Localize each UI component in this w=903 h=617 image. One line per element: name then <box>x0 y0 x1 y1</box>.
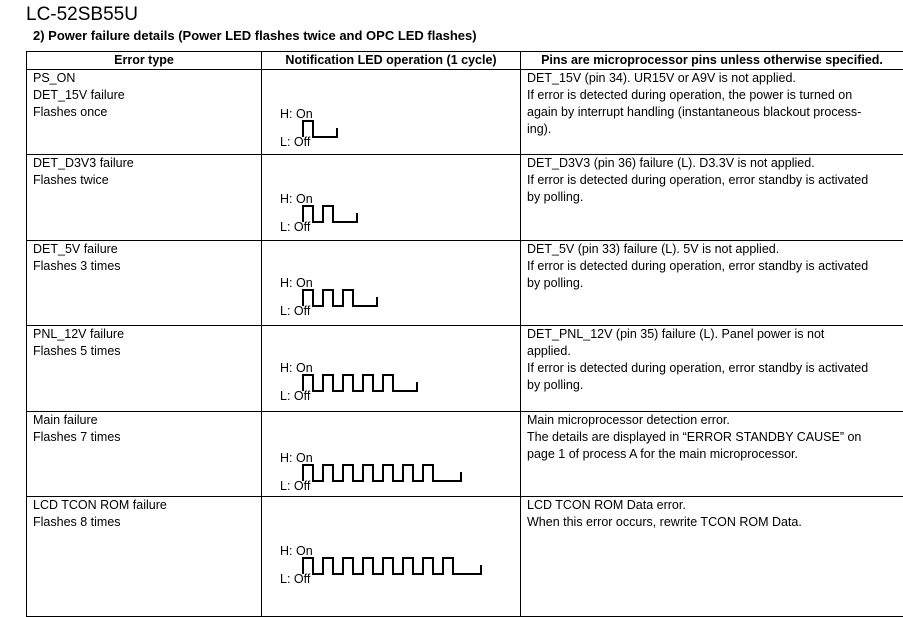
led-operation-cell <box>262 241 521 326</box>
details-line: When this error occurs, rewrite TCON ROM Data. <box>527 514 903 531</box>
error-type-line: PS_ON <box>33 70 261 87</box>
error-type-line: DET_D3V3 failure <box>33 155 261 172</box>
error-type-line: PNL_12V failure <box>33 326 261 343</box>
details-line: DET_5V (pin 33) failure (L). 5V is not applied. <box>527 241 903 258</box>
error-type-line: DET_5V failure <box>33 241 261 258</box>
error-type-line: Flashes 8 times <box>33 514 261 531</box>
led-low-label: L: Off <box>280 573 310 586</box>
error-type-line: LCD TCON ROM failure <box>33 497 261 514</box>
details-cell <box>521 70 903 155</box>
details-line: If error is detected during operation, error standby is activated <box>527 172 903 189</box>
table-row <box>27 497 903 617</box>
led-operation-cell <box>262 497 521 617</box>
led-pulse-train <box>303 121 337 137</box>
details-cell <box>521 412 903 497</box>
led-operation-cell <box>262 412 521 497</box>
led-pulse-train <box>303 290 377 306</box>
details-line: If error is detected during operation, the power is turned on <box>527 87 903 104</box>
led-low-label: L: Off <box>280 136 310 149</box>
details-cell <box>521 155 903 241</box>
led-pulse-train <box>303 375 417 391</box>
led-high-label: H: On <box>280 108 313 121</box>
led-waveform <box>302 374 430 394</box>
error-type-cell <box>27 70 262 155</box>
led-waveform <box>302 557 494 577</box>
details-line: by polling. <box>527 189 903 206</box>
error-type-line: Flashes 3 times <box>33 258 261 275</box>
header-error-type: Error type <box>27 52 262 70</box>
details-cell <box>521 326 903 412</box>
led-low-label: L: Off <box>280 480 310 493</box>
led-high-label: H: On <box>280 362 313 375</box>
details-line: Main microprocessor detection error. <box>527 412 903 429</box>
table-row <box>27 412 903 497</box>
error-type-cell <box>27 497 262 617</box>
led-pulse-train <box>303 206 357 222</box>
table-row <box>27 326 903 412</box>
details-line: If error is detected during operation, error standby is activated <box>527 360 903 377</box>
details-line: DET_PNL_12V (pin 35) failure (L). Panel power is not <box>527 326 903 343</box>
header-pins-note: Pins are microprocessor pins unless otherwise specified. <box>521 52 903 70</box>
error-type-line: Main failure <box>33 412 261 429</box>
error-type-cell <box>27 155 262 241</box>
table-row <box>27 241 903 326</box>
details-line: The details are displayed in “ERROR STANDBY CAUSE” on <box>527 429 903 446</box>
error-type-line: Flashes twice <box>33 172 261 189</box>
led-pulse-train <box>303 465 461 481</box>
error-type-line: DET_15V failure <box>33 87 261 104</box>
table-row <box>27 155 903 241</box>
led-pulse-train <box>303 558 481 574</box>
led-high-label: H: On <box>280 193 313 206</box>
details-line: LCD TCON ROM Data error. <box>527 497 903 514</box>
led-waveform <box>302 205 370 225</box>
model-name: LC-52SB55U <box>26 4 138 26</box>
led-high-label: H: On <box>280 545 313 558</box>
details-line: ing). <box>527 121 903 138</box>
header-led-operation: Notification LED operation (1 cycle) <box>262 52 521 70</box>
led-low-label: L: Off <box>280 305 310 318</box>
section-title: 2) Power failure details (Power LED flashes twice and OPC LED flashes) <box>33 28 477 43</box>
details-line: DET_15V (pin 34). UR15V or A9V is not applied. <box>527 70 903 87</box>
led-high-label: H: On <box>280 452 313 465</box>
led-low-label: L: Off <box>280 221 310 234</box>
details-line: again by interrupt handling (instantaneous blackout process- <box>527 104 903 121</box>
details-line: by polling. <box>527 275 903 292</box>
led-operation-cell <box>262 326 521 412</box>
led-waveform <box>302 289 390 309</box>
led-high-label: H: On <box>280 277 313 290</box>
error-type-line: Flashes 7 times <box>33 429 261 446</box>
table-header-row <box>27 52 903 70</box>
details-cell <box>521 497 903 617</box>
details-line: DET_D3V3 (pin 36) failure (L). D3.3V is not applied. <box>527 155 903 172</box>
error-type-cell <box>27 241 262 326</box>
led-waveform <box>302 464 474 484</box>
details-cell <box>521 241 903 326</box>
table-row <box>27 70 903 155</box>
details-line: If error is detected during operation, error standby is activated <box>527 258 903 275</box>
error-type-cell <box>27 412 262 497</box>
led-operation-cell <box>262 155 521 241</box>
details-line: applied. <box>527 343 903 360</box>
details-line: by polling. <box>527 377 903 394</box>
led-operation-cell <box>262 70 521 155</box>
details-line: page 1 of process A for the main microprocessor. <box>527 446 903 463</box>
error-type-line: Flashes 5 times <box>33 343 261 360</box>
error-type-line: Flashes once <box>33 104 261 121</box>
led-low-label: L: Off <box>280 390 310 403</box>
error-type-cell <box>27 326 262 412</box>
power-failure-table <box>26 51 903 617</box>
led-waveform <box>302 120 350 140</box>
